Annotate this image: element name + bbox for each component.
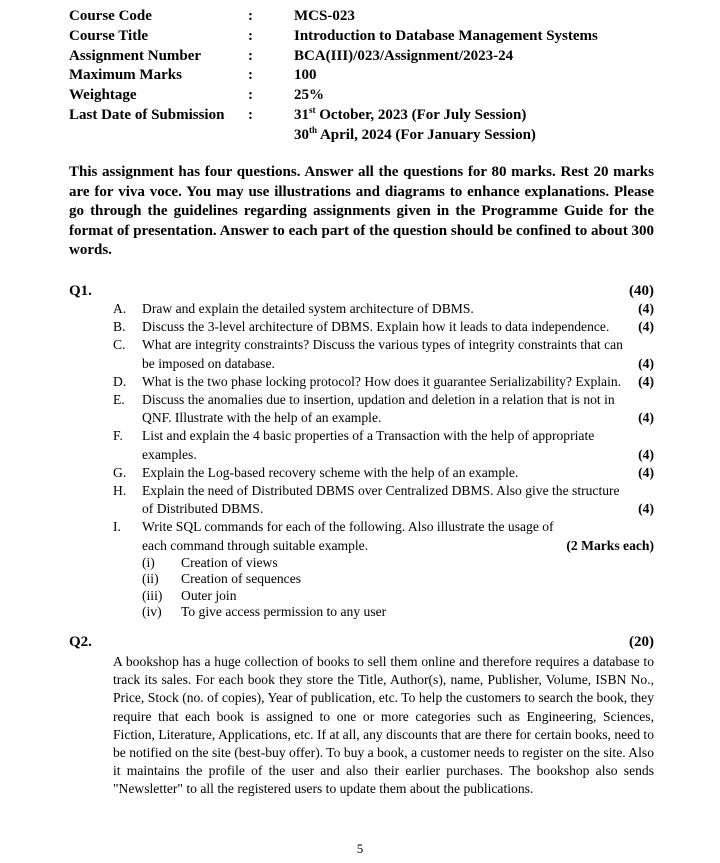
item-text: Explain the need of Distributed DBMS over Centralized DBMS. Also give the structure of Distributed DBMS. [142,483,620,517]
info-value: MCS-023 [294,8,355,24]
item-letter: A. [113,301,127,316]
item-marks: (4) [638,319,654,335]
item-text: What are integrity constraints? Discuss the various types of integrity constraints that can be imposed on database. [142,337,623,371]
subitem-number: (i) [142,554,155,570]
instructions-paragraph: This assignment has four questions. Answer all the questions for 80 marks. Rest 20 marks are for viva voce. You may use illustrations and diagrams to enhance explanations. Please go through the guidelines regarding assignments given in the Programme Guide for the format of presentation. Answer to each part of the question should be confined to about 300 words. [69,164,654,259]
q1-subitem [142,604,654,621]
item-marks: (4) [638,464,654,480]
item-letter: D. [113,373,127,389]
q1-item-e [113,391,654,427]
item-text: Draw and explain the detailed system architecture of DBMS. [142,301,474,316]
subitem-number: (iii) [142,587,163,603]
item-letter: H. [113,483,127,499]
info-label: Maximum Marks [69,67,182,84]
item-text: List and explain the 4 basic properties of a Transaction with the help of appropriate examples. [142,428,595,462]
q1-item-b [113,318,654,336]
item-text: Explain the Log-based recovery scheme with the help of an example. [142,464,519,480]
q2-label: Q2. [69,634,92,650]
item-marks: (4) [638,446,654,462]
item-letter: F. [113,428,123,444]
item-marks: (4) [638,355,654,371]
q1-item-i [113,518,654,554]
item-marks: (4) [638,501,654,517]
subitem-text: Creation of sequences [181,571,302,587]
info-label: Last Date of Submission [69,106,225,123]
q1-item-d [113,373,654,391]
item-text: Write SQL commands for each of the following. Also illustrate the usage of each command through suitable example. [142,519,554,553]
submission-date-january: 30th April, 2024 (For January Session) [294,124,536,143]
info-colon: : [248,8,253,24]
q1-item-c [113,336,654,372]
item-letter: I. [113,519,121,535]
info-colon: : [248,87,253,104]
q2-question-text: A bookshop has a huge collection of books to sell them online and therefore requires a database to track its sales. For each book they store the Title, Author(s), name, Publisher, Volume, ISBN No., Price, Stock (no. of copies), Year of publication, etc. To help the customers to search the book, they require that each book is assigned to one or more categories such as Engineering, Sciences, Fiction, Literature, Applications, etc. If at all, any discounts that are there for certain books, need to be notified on the site (best-buy offer). To buy a book, a customer needs to register on the site. Also it maintains the profile of the user and also their earlier purchases. The bookshop also sends "Newsletter" to all the registered users to update them about the publications. [113,654,654,797]
page-number: 5 [356,841,364,856]
item-marks: (4) [638,410,654,426]
info-colon: : [248,106,253,123]
info-label: Weightage [69,87,137,104]
item-text: What is the two phase locking protocol? How does it guarantee Serializability? Explain. [142,373,622,389]
subitem-text: To give access permission to any user [181,604,387,620]
q1-marks: (40) [629,283,654,299]
subitem-number: (ii) [142,571,159,587]
item-text: Discuss the anomalies due to insertion, updation and deletion in a relation that is not in QNF. Illustrate with the help of an example. [142,392,615,426]
info-label: Course Title [69,27,149,44]
info-label: Course Code [69,8,152,24]
info-value: BCA(III)/023/Assignment/2023-24 [294,47,514,64]
q1-item-h [113,482,654,518]
info-colon: : [248,27,253,44]
q1-label: Q1. [69,283,92,299]
q1-subitem-list [113,555,654,621]
item-letter: C. [113,337,126,353]
item-letter: E. [113,392,125,408]
item-marks: (4) [638,301,654,316]
info-label: Assignment Number [69,47,202,64]
q1-item-a [113,300,654,318]
q1-item-f [113,427,654,463]
info-colon: : [248,47,253,64]
subitem-text: Outer join [181,587,237,603]
q1-item-g [113,464,654,482]
item-marks: (4) [638,373,654,389]
q1-subitem [142,555,654,572]
submission-date-july: 31st October, 2023 (For July Session) [294,104,527,123]
info-value: 100 [294,67,317,84]
info-colon: : [248,67,253,84]
q1-item-list [113,300,654,621]
q2-marks: (20) [629,634,654,650]
q1-subitem [142,588,654,605]
info-value: 25% [294,87,324,104]
subitem-number: (iv) [142,604,162,620]
q1-subitem [142,571,654,588]
item-text: Discuss the 3-level architecture of DBMS. Explain how it leads to data independence. [142,319,610,335]
info-value: Introduction to Database Management Systems [294,27,598,44]
subitem-text: Creation of views [181,554,278,570]
item-letter: B. [113,319,126,335]
item-marks: (2 Marks each) [566,537,654,553]
item-letter: G. [113,464,127,480]
